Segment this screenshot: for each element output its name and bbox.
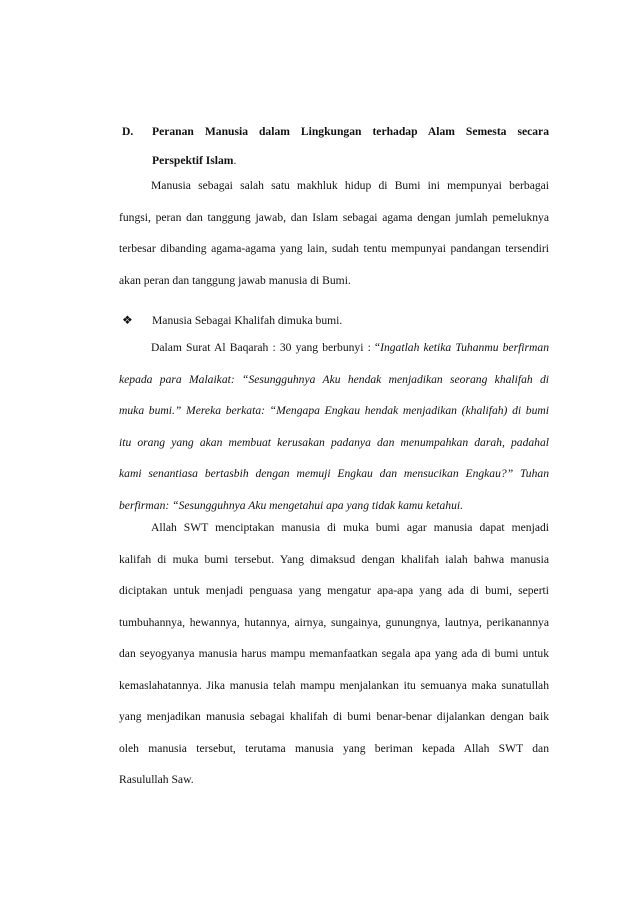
- diamond-bullet-icon: ❖: [122, 313, 133, 327]
- quote-italic-start: Ingatlah ketika Tuhanmu berfirman: [380, 341, 549, 354]
- quote-line: [119, 458, 549, 490]
- body-line: yang menjadikan manusia sebagai khalifah di bumi benar-benar dijalankan dengan baik: [119, 710, 549, 723]
- quote-line: [119, 332, 549, 364]
- section-title-period: .: [233, 154, 237, 167]
- quote-intro: Dalam Surat Al Baqarah : 30 yang berbunyi : “: [151, 341, 381, 354]
- body-line: dan seyogyanya manusia harus mampu memanfaatkan segala apa yang ada di bumi untuk: [119, 647, 549, 660]
- quote-paragraph: [119, 332, 549, 521]
- body-line: diciptakan untuk menjadi penguasa yang mengatur apa-apa yang ada di bumi, seperti: [119, 584, 549, 597]
- quote-line: [119, 395, 549, 427]
- quote-italic-line: itu orang yang akan membuat kerusakan padanya dan menumpahkan darah, padahal: [119, 435, 549, 449]
- body-line: Allah SWT menciptakan manusia di muka bumi agar manusia dapat menjadi: [151, 521, 549, 534]
- quote-line: [119, 427, 549, 459]
- intro-paragraph: [119, 170, 549, 296]
- body-line: oleh manusia tersebut, terutama manusia yang beriman kepada Allah SWT dan: [119, 741, 549, 755]
- quote-line: [119, 364, 549, 396]
- body-line: kalifah di muka bumi tersebut. Yang dimaksud dengan khalifah ialah bahwa manusia: [119, 552, 549, 566]
- intro-line: fungsi, peran dan tanggung jawab, dan Islam sebagai agama dengan jumlah pemeluknya: [119, 210, 549, 224]
- body-line: Rasulullah Saw.: [119, 773, 194, 786]
- intro-line: terbesar dibanding agama-agama yang lain, sudah tentu mempunyai pandangan tersendiri: [119, 242, 549, 255]
- body-paragraph: [119, 512, 549, 796]
- quote-italic-line: kepada para Malaikat: “Sesungguhnya Aku hendak menjadikan seorang khalifah di: [119, 372, 549, 386]
- section-title-line-1: Peranan Manusia dalam Lingkungan terhadap Alam Semesta secara: [152, 125, 549, 138]
- body-line: tumbuhannya, hewannya, hutannya, airnya, sungainya, gunungnya, lautnya, perikanannya: [119, 615, 549, 629]
- section-letter: D.: [122, 125, 134, 138]
- section-title-bold: Perspektif Islam: [152, 154, 234, 167]
- intro-line: akan peran dan tanggung jawab manusia di Bumi.: [119, 273, 351, 287]
- intro-line: Manusia sebagai salah satu makhluk hidup di Bumi ini mempunyai berbagai: [151, 179, 549, 192]
- quote-italic-line: muka bumi.” Mereka berkata: “Mengapa Engkau hendak menjadikan (khalifah) di bumi: [119, 404, 549, 417]
- quote-italic-line: berfirman: “Sesungguhnya Aku mengetahui apa yang tidak kamu ketahui.: [119, 498, 463, 512]
- body-line: kemaslahatannya. Jika manusia telah mampu menjalankan itu semuanya maka sunatullah: [119, 678, 549, 692]
- bullet-text: Manusia Sebagai Khalifah dimuka bumi.: [152, 314, 343, 327]
- quote-italic-line: kami senantiasa bertasbih dengan memuji Engkau dan mensucikan Engkau?” Tuhan: [119, 467, 549, 480]
